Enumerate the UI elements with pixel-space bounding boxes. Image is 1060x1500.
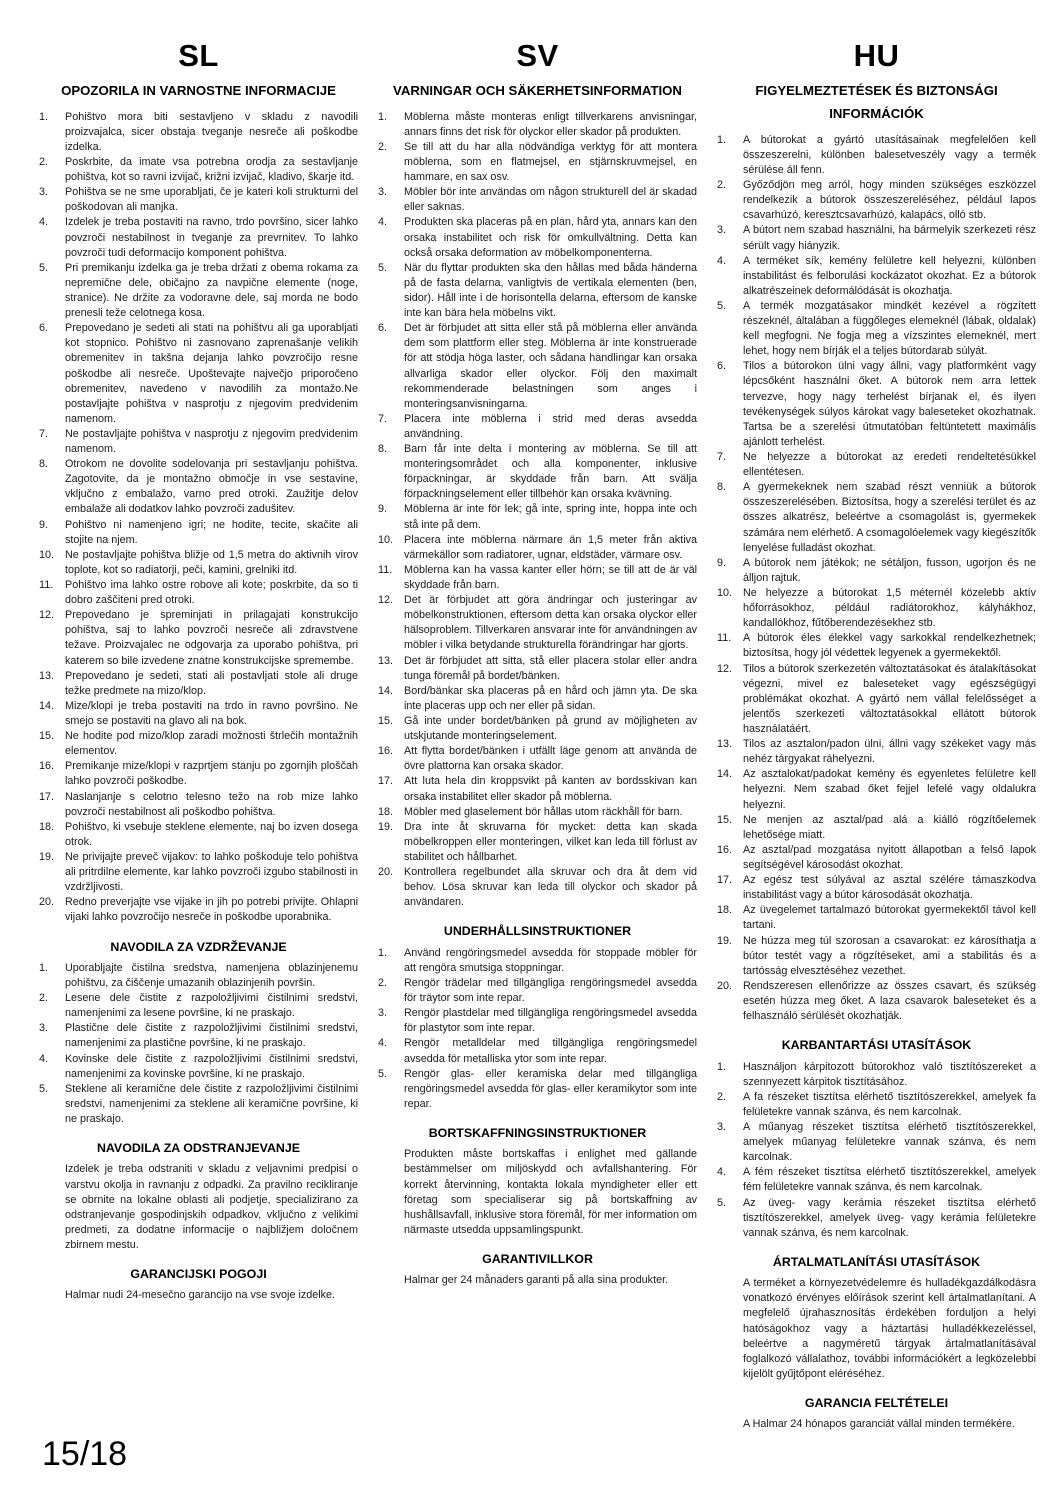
item-number: 5. (39, 1082, 49, 1095)
item-number: 1. (378, 946, 388, 959)
warning-item (717, 737, 1036, 767)
section-list (717, 1060, 1036, 1241)
section-item (378, 946, 697, 976)
item-number: 2. (378, 140, 388, 153)
warning-item (39, 669, 358, 699)
item-text: A fém részeket tisztítsa elérhető tisztítószerekkel, amelyek fém felületekre vannak szánva, és nem karcolnak. (743, 1166, 1036, 1194)
item-text: A terméket sík, kemény felületre kell helyezni, különben instabilitást és felborulási kockázatot okozhat. Ez a bútorok alkatrészeinek deformálódását is okozhatja. (743, 254, 1036, 297)
item-number: 8. (717, 481, 727, 494)
item-text: Kontrollera regelbundet alla skruvar och dra åt dem vid behov. Lösa skruvar kan leda till olyckor och skador på användaren. (404, 866, 697, 909)
section-paragraph: A Halmar 24 hónapos garanciát vállal minden termékére. (743, 1418, 1015, 1431)
warning-item (378, 684, 697, 714)
item-text: Ne privijajte preveč vijakov: to lahko poškoduje telo pohištva ali pritrdilne elemente, kar lahko povzroči izgubo stabilnosti in vzdržljivosti. (65, 851, 358, 894)
warning-item (39, 185, 358, 215)
warning-item (378, 654, 697, 684)
section-paragraph: Halmar ger 24 månaders garanti på alla sina produkter. (404, 1274, 669, 1287)
item-text: Kovinske dele čistite z razpoložljivimi čistilnimi sredstvi, namenjenimi za kovinske površine, ki ne praskajo. (65, 1052, 358, 1080)
item-number: 18. (378, 805, 394, 818)
item-number: 9. (378, 503, 388, 516)
item-text: Möblerna kan ha vassa kanter eller hörn; se till att de är väl skyddade från barn. (404, 563, 697, 592)
item-text: Rendszeresen ellenőrizze az összes csavart, és szükség esetén húzza meg őket. A laza csavarok baleseteket és a felhasználó sérülését okozhatják. (743, 979, 1036, 1023)
warning-item (717, 903, 1036, 933)
item-number: 1. (717, 1060, 727, 1073)
warning-item (39, 518, 358, 548)
item-text: Möblerna måste monteras enligt tillverkarens anvisningar, annars finns det risk för olyckor eller skador på produkten. (404, 110, 697, 138)
item-number: 12. (39, 609, 55, 622)
warning-item (717, 934, 1036, 979)
item-text: Győződjön meg arról, hogy minden szükséges eszközzel rendelkezik a bútorok összeszereléséhez, például lapos csavarhúzó, keresztcsavarhúzó, kalapács, olló stb. (743, 179, 1036, 222)
section-heading: GARANCIA FELTÉTELEI (804, 1395, 949, 1410)
warning-item (378, 502, 697, 532)
item-text: Az asztalokat/padokat kemény és egyenletes felületre kell helyezni. Nem szabad őket fejjel lefelé vagy oldalukra helyezni. (743, 768, 1036, 811)
item-text: Det är förbjudet att sitta, stå eller placera stolar eller andra tunga föremål på bordet/bänken. (404, 654, 697, 682)
item-text: Placera inte möblerna i strid med deras avsedda användning. (404, 412, 697, 440)
item-number: 8. (378, 443, 388, 456)
item-number: 7. (39, 427, 49, 440)
warning-item (378, 563, 697, 593)
section-paragraph: Produkten måste bortskaffas i enlighet med gällande bestämmelser om miljöskydd och avfallshantering. För korrekt återvinning, kontakta lokala myndigheter eller ett företag som specialiserar sig på bortskaffning av hushållsavfall, inklusive stora föremål, för mer information om närmaste utsedda uppsamlingspunkt. (404, 1148, 697, 1236)
warning-item (378, 412, 697, 442)
item-text: Pohištvo ni namenjeno igri; ne hodite, tecite, skačite ali stojite na njem. (65, 518, 358, 546)
warning-item (39, 427, 358, 457)
item-text: Ne helyezze a bútorokat az eredeti rendeltetésükkel ellentétesen. (743, 451, 1036, 479)
item-text: Mize/klopi je treba postaviti na trdo in ravno površino. Ne smejo se postaviti na glavo ali na bok. (65, 699, 358, 728)
section-list (378, 946, 697, 1112)
section-heading: BORTSKAFFNINGSINSTRUKTIONER (428, 1126, 647, 1140)
item-number: 1. (717, 133, 727, 146)
warning-list (39, 110, 358, 926)
item-text: Az üveg- vagy kerámia részeket tisztítsa elérhető tisztítószerekkel, amelyek üveg- vagy kerámia felületekre vannak szánva, és nem karcolnak. (743, 1196, 1036, 1239)
item-text: Ne hodite pod mizo/klop zaradi možnosti štrlečih montažnih elementov. (65, 730, 358, 758)
section-item (717, 1060, 1036, 1090)
item-text: Tilos a bútorok szerkezetén változtatásokat és átalakításokat végezni, mivel ez baleseteket vagy egészségügyi problémákat okozhat. A gyártó nem vállal felelősséget a jelentős szerkezeti változtatásokkal ellátott bútorok használatáért. (743, 662, 1036, 735)
section-item (39, 1082, 358, 1127)
item-text: Se till att du har alla nödvändiga verktyg för att montera möblerna, som en flatmejsel, en stjärnskruvmejsel, en hammare, en sax osv. (404, 140, 697, 184)
section-item (717, 1120, 1036, 1165)
warning-item (39, 215, 358, 260)
item-number: 2. (39, 155, 49, 168)
item-number: 19. (39, 851, 55, 863)
warning-item (378, 110, 697, 140)
column-sl (39, 40, 358, 1304)
section-item (39, 1052, 358, 1082)
item-number: 10. (717, 587, 733, 600)
item-number: 5. (39, 261, 49, 274)
item-text: Tilos a bútorokon ülni vagy állni, vagy platformként vagy lépcsőként használni őket. A bútorok nem arra lettek tervezve, hogy nagy terhelést bírjanak el, és ilyen tevékenységek súlyos károkat vagy baleseteket okozhatnak. Tartsa be a szerelési útmutatóban feltüntetett maximális ajánlott terhelést. (743, 360, 1036, 448)
item-number: 17. (39, 790, 55, 803)
item-text: Pohištvo mora biti sestavljeno v skladu z navodili proizvajalca, sicer obstaja tveganje nesreče ali poškodbe izdelka. (65, 110, 358, 153)
item-text: Använd rengöringsmedel avsedda för stoppade möbler för att rengöra smutsiga stoppningar. (404, 946, 697, 974)
item-number: 11. (39, 579, 54, 592)
warning-item (717, 133, 1036, 178)
warning-item (717, 359, 1036, 450)
item-text: Lesene dele čistite z razpoložljivimi čistilnimi sredstvi, namenjenimi za lesene površine, ki ne praskajo. (65, 992, 358, 1020)
warning-item (39, 457, 358, 517)
item-text: A bútort nem szabad használni, ha bármelyik szerkezeti rész sérült vagy hiányzik. (743, 224, 1036, 252)
item-number: 14. (378, 684, 394, 697)
item-text: Pohištva se ne sme uporabljati, če je kateri koli strukturni del poškodovan ali manjka. (65, 186, 358, 214)
section-heading: KARBANTARTÁSI UTASÍTÁSOK (781, 1038, 972, 1053)
item-number: 20. (717, 979, 733, 992)
item-number: 3. (378, 1007, 388, 1020)
item-number: 8. (39, 458, 49, 471)
section-paragraph: Izdelek je treba odstraniti v skladu z veljavnimi predpisi o varstvu okolja in ravnanju z odpadki. Za pravilno recikliranje se obrnite na lokalne oblasti ali podjetje, specializirano za odstranjevanje gospodinjskih odpadkov, vključno z velikimi predmeti, za dodatne informacije o najbližjem določnem zbirnem mestu. (65, 1163, 358, 1252)
section-item (717, 1090, 1036, 1120)
language-heading: SL (178, 38, 219, 73)
warning-item (378, 261, 697, 321)
item-number: 5. (717, 299, 727, 312)
item-number: 13. (378, 654, 394, 667)
item-number: 6. (378, 322, 388, 335)
warning-item (378, 442, 697, 502)
item-number: 16. (378, 745, 394, 758)
section-item (378, 976, 697, 1006)
item-text: Ne húzza meg túl szorosan a csavarokat: ez károsíthatja a bútor testét vagy a rögzítéseket, ami a stabilitás és a tartósság elvesztéséhez vezethet. (743, 934, 1036, 977)
item-text: Att flytta bordet/bänken i utfällt läge genom att använda de övre plattorna kan orsaka skador. (404, 745, 697, 773)
item-number: 16. (39, 760, 55, 773)
item-text: Használjon kárpitozott bútorokhoz való tisztítószereket a szennyezett kárpitok tisztításához. (743, 1060, 1036, 1088)
item-number: 7. (717, 451, 727, 464)
item-number: 3. (717, 224, 727, 237)
warning-item (39, 759, 358, 789)
warning-item (378, 820, 697, 865)
warning-item (717, 631, 1036, 661)
section-paragraph: A terméket a környezetvédelemre és hulladékgazdálkodásra vonatkozó érvényes előírások szerint kell ártalmatlanítani. A megfelelő újrahasznosítás érdekében forduljon a helyi hatóságokhoz vagy a háztartási hulladékkezeléssel, beleértve a nagyméretű tárgyak ártalmatlanításával foglalkozó vállalathoz, további információkért a legközelebbi kijelölt gyűjtőpont eléréséhez. (743, 1277, 1036, 1380)
item-text: Az asztal/pad mozgatása nyitott állapotban a felső lapok segítségével károsodást okozhat. (743, 843, 1036, 871)
item-text: Poskrbite, da imate vsa potrebna orodja za sestavljanje pohištva, kot so ravni izvijač, križni izvijač, kladivo, škarje itd. (65, 155, 358, 184)
section-item (378, 1067, 697, 1112)
item-text: Pohištvo ima lahko ostre robove ali kote; poskrbite, da so ti dobro zaščiteni pred otroki. (65, 579, 358, 607)
item-text: Möbler bör inte användas om någon strukturell del är skadad eller saknas. (404, 186, 697, 214)
section-heading: GARANTIVILLKOR (482, 1252, 593, 1267)
warning-list (717, 133, 1036, 1024)
item-number: 13. (717, 738, 733, 751)
item-number: 17. (717, 874, 733, 887)
item-text: Placera inte möblerna närmare än 1,5 meter från aktiva värmekällor som radiatorer, ugnar, eldstäder, värmare osv. (404, 533, 697, 561)
warning-item (39, 895, 358, 925)
item-number: 12. (378, 594, 394, 607)
item-number: 15. (378, 715, 394, 728)
item-text: Otrokom ne dovolite sodelovanja pri sestavljanju pohištva. Zagotovite, da je montažno območje in vse sestavine, vključno z embalažo, varno pred otroki. Zaužitje delov embalaže ali dodatkov lahko povzroči zadušitev. (65, 458, 358, 516)
section-heading: ÁRTALMATLANÍTÁSI UTASÍTÁSOK (772, 1254, 981, 1269)
warning-item (39, 790, 358, 820)
section-item (378, 1006, 697, 1036)
item-number: 4. (39, 216, 49, 229)
item-text: Premikanje mize/klopi v razprtjem stanju po zgornjih ploščah lahko povzroči poškodbe. (65, 760, 358, 788)
item-number: 10. (39, 548, 55, 561)
item-text: Izdelek je treba postaviti na ravno, trdo površino, sicer lahko povzroči nestabilnost in tveganje za prevrnitev. To lahko povzroči tudi deformacijo komponent pohištva. (65, 216, 358, 259)
item-number: 5. (717, 1196, 727, 1209)
warning-item (717, 586, 1036, 631)
warning-item (717, 662, 1036, 738)
item-number: 3. (39, 186, 49, 199)
item-number: 4. (378, 1037, 388, 1050)
warning-item (717, 254, 1036, 299)
item-number: 2. (717, 179, 727, 192)
item-number: 3. (717, 1120, 727, 1133)
item-number: 11. (717, 632, 732, 645)
item-number: 7. (378, 412, 388, 425)
item-number: 20. (39, 896, 55, 909)
item-number: 6. (39, 322, 49, 335)
item-text: Gå inte under bordet/bänken på grund av möjligheten av utskjutande monteringselement. (404, 715, 697, 743)
warning-item (378, 714, 697, 744)
item-text: A gyermekeknek nem szabad részt venniük a bútorok összeszerelésében. Biztosítsa, hogy a szerelési terület és az összes alkatrész, beleértve a csomagolást is, gyermekek számára nem elérhető. A csomagolóelemek vagy kiegészítők lenyelése fulladást okozhat. (743, 481, 1036, 554)
item-number: 19. (378, 820, 394, 833)
item-text: Bord/bänkar ska placeras på en hård och jämn yta. De ska inte placeras upp och ner eller på sidan. (404, 684, 697, 712)
item-number: 1. (39, 961, 49, 974)
item-text: Prepovedano je spreminjati in prilagajati konstrukcijo pohištva, saj to lahko povzroči nesreče ali zdravstvene težave. Proizvajalec ne odgovarja za uporabo pohištva, pri katerem so bile izvedene znatne konstrukcijske spremembe. (65, 609, 358, 667)
section-item (39, 1021, 358, 1051)
warning-item (39, 729, 358, 759)
section-item (39, 991, 358, 1021)
section-item (39, 961, 358, 991)
item-text: Steklene ali keramične dele čistite z razpoložljivimi čistilnimi sredstvi, namenjenimi za steklene ali keramične površine, ki ne praskajo. (65, 1082, 358, 1125)
item-text: Prepovedano je sedeti, stati ali postavljati stole ali druge težke predmete na mizo/klop. (65, 669, 358, 697)
column-sv (378, 40, 697, 1288)
section-heading: UNDERHÅLLSINSTRUKTIONER (443, 924, 632, 939)
item-text: Pohištvo, ki vsebuje steklene elemente, naj bo izven dosega otrok. (65, 820, 358, 848)
item-text: Rengör metalldelar med tillgängliga rengöringsmedel avsedda för metalliska ytor som inte repar. (404, 1037, 697, 1065)
item-text: Prepovedano je sedeti ali stati na pohištvu ali ga uporabljati kot stopnico. Pohištvo ni zasnovano zaprenašanje velikih obremenitev in takšna dejanja lahko povzročijo resne poškodbe ali nesreče. Upoštevajte največjo priporočeno obremenitev, navedeno v navodilih za montažo.Ne postavljajte pohištva v nasprotju z njegovim predvidenim namenom. (65, 322, 358, 425)
warning-item (717, 556, 1036, 586)
warning-item (378, 215, 697, 260)
item-text: Pri premikanju izdelka ga je treba držati z obema rokama za nepremične dele, običajno za navpične elemente (noge, stranice). Ne držite za vodoravne dele, saj morda ne bodo prenesli teže celotnega kosa. (65, 261, 358, 320)
warning-item (39, 820, 358, 850)
item-text: A termék mozgatásakor mindkét kezével a rögzített részeknél, általában a függőleges elemeknél (lábak, oldalak) kell megfogni. Ne fogja meg a vízszintes elemeknél, mert lehet, hogy nem bírják el a teljes bútordarab súlyát. (743, 299, 1036, 358)
warning-item (39, 261, 358, 321)
item-text: Rengör glas- eller keramiska delar med tillgängliga rengöringsmedel avsedda för glas- eller keramikytor som inte repar. (404, 1067, 697, 1110)
item-number: 18. (39, 820, 55, 833)
item-number: 12. (717, 662, 733, 675)
item-number: 9. (717, 556, 727, 569)
item-number: 14. (39, 699, 55, 712)
warning-item (378, 774, 697, 804)
warnings-title: FIGYELMEZTETÉSEK ÉS BIZTONSÁGI INFORMÁCIÓK (755, 82, 998, 121)
item-text: Naslanjanje s celotno telesno težo na rob mize lahko povzroči nestabilnost ali poškodbo pohištva. (65, 790, 358, 818)
item-text: Det är förbjudet att sitta eller stå på möblerna eller använda dem som plattform eller steg. Möblerna är inte konstruerade för att stödja höga laster, och sådana handlingar kan orsaka allvarliga skador eller olyckor. Följ den maximalt rekommenderade belastningen som anges i monteringsanvisningarna. (404, 322, 697, 410)
item-number: 2. (378, 977, 388, 990)
column-hu (717, 40, 1036, 1432)
warning-item (39, 578, 358, 608)
item-number: 3. (378, 186, 388, 199)
item-text: Tilos az asztalon/padon ülni, állni vagy székeket vagy más nehéz tárgyakat ráhelyezni. (743, 738, 1036, 766)
item-text: Plastične dele čistite z razpoložljivimi čistilnimi sredstvi, namenjenimi za plastične površine, ki ne praskajo. (65, 1022, 358, 1050)
warning-item (717, 223, 1036, 253)
warning-item (378, 140, 697, 185)
item-number: 4. (717, 254, 727, 267)
item-text: Ne postavljajte pohištva bližje od 1,5 metra do aktivnih virov toplote, kot so radiatorji, peči, kamini, grelniki itd. (65, 548, 358, 576)
warning-item (717, 843, 1036, 873)
item-text: Barn får inte delta i montering av möblerna. Se till att monteringsområdet och alla komponenter, inklusive förpackningar, är skyddade från barn. Att svälja förpackningselement eller tillbehör kan orsaka kvävning. (404, 443, 697, 501)
item-number: 4. (717, 1166, 727, 1179)
warning-item (717, 480, 1036, 556)
item-number: 20. (378, 866, 394, 879)
item-number: 15. (717, 813, 733, 826)
item-number: 1. (39, 110, 49, 123)
item-text: Dra inte åt skruvarna för mycket: detta kan skada möbelkroppen eller monteringen, vilket kan leda till förlust av stabilitet och hållbarhet. (404, 820, 697, 863)
warning-item (717, 813, 1036, 843)
warning-item (378, 744, 697, 774)
item-number: 19. (717, 934, 733, 947)
item-text: Rengör plastdelar med tillgängliga rengöringsmedel avsedda för plastytor som inte repar. (404, 1007, 697, 1035)
item-number: 2. (39, 992, 49, 1005)
warning-item (39, 321, 358, 427)
section-item (717, 1165, 1036, 1195)
item-number: 9. (39, 518, 49, 531)
warning-item (717, 299, 1036, 359)
item-number: 1. (378, 110, 388, 123)
item-text: Det är förbjudet att göra ändringar och justeringar av möbelkonstruktionen, eftersom detta kan orsaka olyckor eller hälsoproblem. Tillverkaren ansvarar inte för användningen av möbler i vilka betydande strukturella förändringar har gjorts. (404, 594, 697, 652)
item-text: A fa részeket tisztítsa elérhető tisztítószerekkel, amelyek fa felületekre vannak szánva, és nem karcolnak. (743, 1090, 1036, 1118)
warning-item (39, 608, 358, 668)
item-text: Att luta hela din kroppsvikt på kanten av bordsskivan kan orsaka instabilitet eller skador på möblerna. (404, 775, 697, 803)
warning-item (717, 450, 1036, 480)
item-text: A műanyag részeket tisztítsa elérhető tisztítószerekkel, amelyek műanyag felületekre vannak szánva, és nem karcolnak. (743, 1120, 1036, 1164)
item-text: A bútorok nem játékok; ne sétáljon, fusson, ugorjon és ne álljon rajtuk. (743, 556, 1036, 584)
item-text: Rengör trädelar med tillgängliga rengöringsmedel avsedda för träytor som inte repar. (404, 977, 697, 1005)
item-number: 17. (378, 775, 394, 788)
warning-item (717, 979, 1036, 1024)
warning-item (717, 767, 1036, 812)
warning-item (378, 185, 697, 215)
item-number: 5. (378, 261, 388, 274)
warnings-title: VARNINGAR OCH SÄKERHETSINFORMATION (393, 82, 682, 98)
section-heading: NAVODILA ZA VZDRŽEVANJE (110, 939, 287, 954)
warning-list (378, 110, 697, 911)
warning-item (39, 850, 358, 895)
item-text: Az üvegelemet tartalmazó bútorokat gyermekektől távol kell tartani. (743, 904, 1036, 932)
item-number: 2. (717, 1090, 727, 1103)
warning-item (39, 699, 358, 729)
section-heading: GARANCIJSKI POGOJI (130, 1267, 267, 1282)
warning-item (39, 548, 358, 578)
item-number: 14. (717, 768, 733, 781)
item-number: 6. (717, 360, 727, 373)
item-number: 13. (39, 669, 55, 682)
item-number: 15. (39, 730, 55, 743)
warning-item (378, 321, 697, 412)
item-number: 10. (378, 533, 394, 546)
language-heading: HU (853, 38, 900, 73)
section-item (378, 1036, 697, 1066)
item-number: 3. (39, 1022, 49, 1035)
item-text: Ne postavljajte pohištva v nasprotju z njegovim predvidenim namenom. (65, 427, 358, 456)
item-number: 16. (717, 843, 733, 856)
warnings-title: OPOZORILA IN VARNOSTNE INFORMACIJE (61, 82, 336, 98)
item-text: Ne menjen az asztal/pad alá a kiálló rögzítőelemek lehetősége miatt. (743, 813, 1036, 841)
section-heading: NAVODILA ZA ODSTRANJEVANJE (96, 1141, 301, 1156)
item-text: Produkten ska placeras på en plan, hård yta, annars kan den orsaka instabilitet och risk för omkullvältning. Detta kan också orsaka deformation av möbelkomponenterna. (404, 216, 697, 259)
section-item (717, 1196, 1036, 1241)
item-text: Möbler med glaselement bör hållas utom räckhåll för barn. (404, 805, 683, 818)
warning-item (378, 593, 697, 653)
item-text: Möblerna är inte för lek; gå inte, spring inte, hoppa inte och stå inte på dem. (404, 503, 697, 531)
item-number: 4. (378, 216, 388, 229)
warning-item (378, 865, 697, 910)
page-number: 15/18 (42, 1435, 128, 1473)
item-text: Ne helyezze a bútorokat 1,5 méternél közelebb aktív hőforrásokhoz, például radiátorokhoz, kályhákhoz, kandallókhoz, fűtőberendezésekhez stb. (743, 587, 1036, 630)
item-number: 4. (39, 1052, 49, 1065)
warning-item (378, 805, 697, 820)
item-number: 11. (378, 563, 393, 576)
item-text: A bútorok éles élekkel vagy sarkokkal rendelkezhetnek; biztosítsa, hogy jól védettek legyenek a gyermekektől. (743, 632, 1036, 660)
warning-item (39, 155, 358, 185)
section-paragraph: Halmar nudi 24-mesečno garancijo na vse svoje izdelke. (65, 1289, 336, 1302)
warning-item (717, 178, 1036, 223)
item-text: Az egész test súlyával az asztal szélére támaszkodva instabilitást vagy a bútor károsodását okozhatja. (743, 874, 1036, 902)
item-text: Uporabljajte čistilna sredstva, namenjena oblazinjenemu pohištvu, za čiščenje umazanih oblazinjenih površin. (65, 961, 358, 990)
language-columns (39, 40, 1036, 1432)
language-heading: SV (516, 38, 559, 73)
item-text: A bútorokat a gyártó utasításainak megfelelően kell összeszerelni, különben balesetveszély vagy a termék sérülése áll fenn. (743, 133, 1036, 176)
warning-item (717, 873, 1036, 903)
warning-item (39, 110, 358, 155)
warning-item (378, 533, 697, 563)
item-text: Redno preverjajte vse vijake in jih po potrebi privijte. Ohlapni vijaki lahko povzročijo nesreče in poškodbe uporabnika. (65, 896, 358, 924)
item-number: 5. (378, 1067, 388, 1080)
section-list (39, 961, 358, 1127)
item-text: När du flyttar produkten ska den hållas med båda händerna på de fasta delarna, vanligtvis de vertikala elementen (ben, sidor). Håll inte i de horisontella delarna, eftersom de kanske inte kan bära hela möbelns vikt. (404, 261, 697, 320)
item-number: 18. (717, 904, 733, 917)
